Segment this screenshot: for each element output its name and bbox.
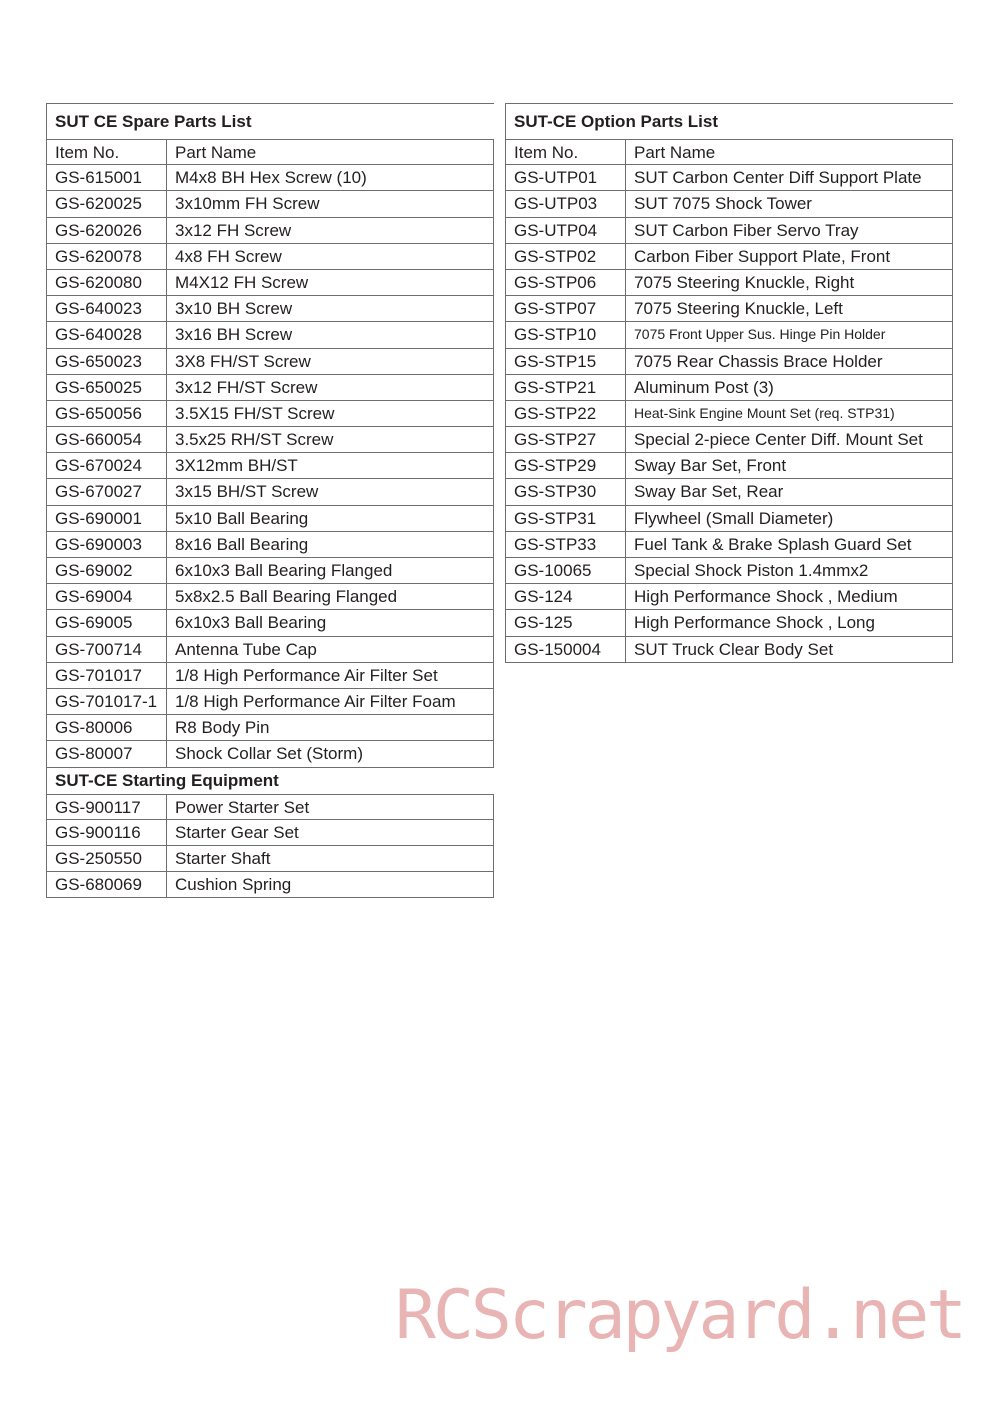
part-name: 7075 Steering Knuckle, Right <box>626 270 953 295</box>
table-row <box>46 689 494 715</box>
part-name: Special Shock Piston 1.4mmx2 <box>626 558 953 583</box>
table-row <box>46 715 494 741</box>
table-row <box>46 270 494 296</box>
item-number: GS-69002 <box>47 558 167 583</box>
item-number: GS-640023 <box>47 296 167 321</box>
item-number: GS-701017 <box>47 663 167 688</box>
item-number: GS-670027 <box>47 479 167 504</box>
part-name: 3x12 FH/ST Screw <box>167 375 494 400</box>
option-parts-title: SUT-CE Option Parts List <box>505 103 953 139</box>
table-row <box>46 165 494 191</box>
part-name: Special 2-piece Center Diff. Mount Set <box>626 427 953 452</box>
table-row <box>46 872 494 898</box>
table-row <box>46 741 494 767</box>
item-number: GS-620080 <box>47 270 167 295</box>
item-number: GS-STP22 <box>506 401 626 426</box>
item-number: GS-69004 <box>47 584 167 609</box>
table-row <box>505 558 953 584</box>
part-name: High Performance Shock , Medium <box>626 584 953 609</box>
table-row <box>46 846 494 872</box>
part-name: Sway Bar Set, Rear <box>626 479 953 504</box>
item-number: GS-125 <box>506 610 626 635</box>
part-name: 3x16 BH Screw <box>167 322 494 347</box>
table-row <box>505 349 953 375</box>
item-number: GS-80007 <box>47 741 167 766</box>
table-row <box>505 244 953 270</box>
item-number: GS-640028 <box>47 322 167 347</box>
item-number: GS-900116 <box>47 820 167 845</box>
item-number: GS-124 <box>506 584 626 609</box>
table-row <box>46 637 494 663</box>
table-row <box>46 532 494 558</box>
part-name: 3x10mm FH Screw <box>167 191 494 216</box>
part-name: 3X8 FH/ST Screw <box>167 349 494 374</box>
table-row <box>505 270 953 296</box>
option-parts-rows <box>505 165 953 663</box>
table-row <box>46 453 494 479</box>
item-number: GS-700714 <box>47 637 167 662</box>
option-parts-table <box>505 103 953 663</box>
item-number: GS-620025 <box>47 191 167 216</box>
starting-equipment-title: SUT-CE Starting Equipment <box>46 768 494 794</box>
part-name: 3x15 BH/ST Screw <box>167 479 494 504</box>
part-name: Shock Collar Set (Storm) <box>167 741 494 766</box>
spare-parts-title: SUT CE Spare Parts List <box>46 103 494 139</box>
item-number: GS-670024 <box>47 453 167 478</box>
item-number: GS-STP29 <box>506 453 626 478</box>
item-number: GS-STP21 <box>506 375 626 400</box>
table-row <box>46 584 494 610</box>
item-number: GS-STP10 <box>506 322 626 347</box>
table-row <box>505 610 953 636</box>
part-name: Fuel Tank & Brake Splash Guard Set <box>626 532 953 557</box>
table-row <box>505 584 953 610</box>
table-row <box>46 401 494 427</box>
item-number: GS-620026 <box>47 218 167 243</box>
part-name: R8 Body Pin <box>167 715 494 740</box>
table-row <box>505 479 953 505</box>
part-name: 3X12mm BH/ST <box>167 453 494 478</box>
item-number: GS-620078 <box>47 244 167 269</box>
item-number: GS-680069 <box>47 872 167 897</box>
item-number: GS-701017-1 <box>47 689 167 714</box>
part-name: 4x8 FH Screw <box>167 244 494 269</box>
item-number: GS-UTP01 <box>506 165 626 190</box>
part-name: Carbon Fiber Support Plate, Front <box>626 244 953 269</box>
part-name: Aluminum Post (3) <box>626 375 953 400</box>
table-row <box>46 349 494 375</box>
item-number: GS-STP27 <box>506 427 626 452</box>
table-row <box>505 218 953 244</box>
item-number: GS-STP31 <box>506 506 626 531</box>
part-name: Flywheel (Small Diameter) <box>626 506 953 531</box>
table-row <box>46 218 494 244</box>
item-number: GS-250550 <box>47 846 167 871</box>
part-name: 3.5x25 RH/ST Screw <box>167 427 494 452</box>
table-row <box>46 663 494 689</box>
table-row <box>46 375 494 401</box>
table-row <box>505 375 953 401</box>
part-name: 3x10 BH Screw <box>167 296 494 321</box>
part-name-header: Part Name <box>167 140 494 164</box>
table-row <box>46 506 494 532</box>
part-name: Antenna Tube Cap <box>167 637 494 662</box>
part-name: 5x10 Ball Bearing <box>167 506 494 531</box>
item-number: GS-615001 <box>47 165 167 190</box>
starting-equipment-rows <box>46 794 494 899</box>
part-name: 6x10x3 Ball Bearing Flanged <box>167 558 494 583</box>
part-name: 1/8 High Performance Air Filter Foam <box>167 689 494 714</box>
item-number: GS-690003 <box>47 532 167 557</box>
item-number: GS-69005 <box>47 610 167 635</box>
site-watermark: RCScrapyard.net <box>395 1276 965 1355</box>
part-name: 7075 Steering Knuckle, Left <box>626 296 953 321</box>
item-no-header: Item No. <box>47 140 167 164</box>
table-row <box>505 427 953 453</box>
part-name: Power Starter Set <box>167 795 494 819</box>
item-number: GS-STP30 <box>506 479 626 504</box>
table-row <box>505 532 953 558</box>
part-name: 1/8 High Performance Air Filter Set <box>167 663 494 688</box>
part-name: M4X12 FH Screw <box>167 270 494 295</box>
part-name: 8x16 Ball Bearing <box>167 532 494 557</box>
table-row <box>505 165 953 191</box>
table-row <box>505 191 953 217</box>
table-row <box>46 610 494 636</box>
table-row <box>46 820 494 846</box>
item-number: GS-STP33 <box>506 532 626 557</box>
item-number: GS-STP02 <box>506 244 626 269</box>
part-name: SUT 7075 Shock Tower <box>626 191 953 216</box>
item-number: GS-10065 <box>506 558 626 583</box>
item-number: GS-80006 <box>47 715 167 740</box>
item-number: GS-650025 <box>47 375 167 400</box>
table-row <box>505 322 953 348</box>
item-number: GS-150004 <box>506 637 626 662</box>
item-number: GS-UTP04 <box>506 218 626 243</box>
part-name: 3.5X15 FH/ST Screw <box>167 401 494 426</box>
table-row <box>505 506 953 532</box>
option-parts-header <box>505 139 953 165</box>
part-name-header: Part Name <box>626 140 953 164</box>
part-name: Starter Gear Set <box>167 820 494 845</box>
part-name: SUT Carbon Center Diff Support Plate <box>626 165 953 190</box>
item-number: GS-900117 <box>47 795 167 819</box>
item-number: GS-660054 <box>47 427 167 452</box>
item-number: GS-STP15 <box>506 349 626 374</box>
table-row <box>46 296 494 322</box>
table-row <box>46 794 494 820</box>
item-number: GS-650056 <box>47 401 167 426</box>
item-number: GS-STP07 <box>506 296 626 321</box>
spare-parts-rows <box>46 165 494 767</box>
table-row <box>46 479 494 505</box>
part-name: 7075 Front Upper Sus. Hinge Pin Holder <box>626 322 953 347</box>
item-number: GS-690001 <box>47 506 167 531</box>
item-number: GS-UTP03 <box>506 191 626 216</box>
part-name: Heat-Sink Engine Mount Set (req. STP31) <box>626 401 953 426</box>
table-row <box>46 191 494 217</box>
part-name: Starter Shaft <box>167 846 494 871</box>
table-row <box>46 244 494 270</box>
spare-parts-table <box>46 103 494 898</box>
table-row <box>46 558 494 584</box>
table-row <box>505 296 953 322</box>
part-name: SUT Carbon Fiber Servo Tray <box>626 218 953 243</box>
item-number: GS-STP06 <box>506 270 626 295</box>
table-row <box>46 427 494 453</box>
part-name: High Performance Shock , Long <box>626 610 953 635</box>
table-row <box>505 453 953 479</box>
part-name: 7075 Rear Chassis Brace Holder <box>626 349 953 374</box>
part-name: 3x12 FH Screw <box>167 218 494 243</box>
part-name: SUT Truck Clear Body Set <box>626 637 953 662</box>
item-no-header: Item No. <box>506 140 626 164</box>
table-row <box>505 637 953 663</box>
table-row <box>505 401 953 427</box>
table-row <box>46 322 494 348</box>
part-name: M4x8 BH Hex Screw (10) <box>167 165 494 190</box>
part-name: Cushion Spring <box>167 872 494 897</box>
part-name: Sway Bar Set, Front <box>626 453 953 478</box>
part-name: 6x10x3 Ball Bearing <box>167 610 494 635</box>
part-name: 5x8x2.5 Ball Bearing Flanged <box>167 584 494 609</box>
item-number: GS-650023 <box>47 349 167 374</box>
spare-parts-header <box>46 139 494 165</box>
